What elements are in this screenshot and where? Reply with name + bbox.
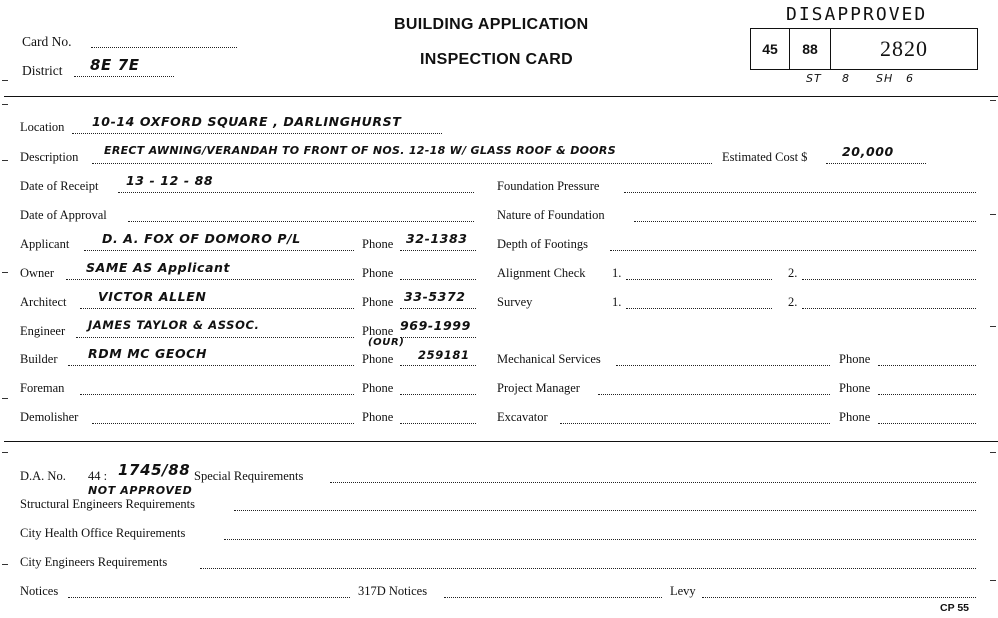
location-value: 10-14 OXFORD SQUARE , DARLINGHURST (92, 114, 402, 129)
st-label: ST (806, 72, 822, 85)
builder-phone: 259181 (418, 348, 470, 362)
box-cell-3: 2820 (880, 36, 928, 61)
architect-label: Architect (20, 295, 67, 309)
foreman-label: Foreman (20, 381, 65, 395)
card-no-label: Card No. (22, 34, 72, 49)
alignment-2-label: 2. (788, 266, 798, 280)
architect-phone-label: Phone (362, 295, 394, 309)
da-value: 1745/88 (118, 461, 191, 479)
city-engineers-label: City Engineers Requirements (20, 555, 168, 569)
district-value: 8E 7E (90, 56, 140, 74)
excavator-phone-label: Phone (839, 410, 871, 424)
owner-phone-label: Phone (362, 266, 394, 280)
top-divider (4, 96, 998, 97)
estimated-cost-value: 20,000 (842, 144, 894, 159)
demolisher-phone-label: Phone (362, 410, 394, 424)
st-value: 8 (842, 72, 850, 85)
disapproved-stamp: DISAPPROVED (786, 4, 928, 25)
description-value: ERECT AWNING/VERANDAH TO FRONT OF NOS. 12-18 W/ GLASS ROOF & DOORS (104, 144, 616, 157)
levy-label: Levy (670, 584, 696, 598)
survey-2-label: 2. (788, 295, 798, 309)
date-of-receipt-label: Date of Receipt (20, 179, 99, 193)
317d-notices-label: 317D Notices (358, 584, 428, 598)
city-health-label: City Health Office Requirements (20, 526, 186, 540)
mechanical-phone-label: Phone (839, 352, 871, 366)
location-label: Location (20, 120, 65, 134)
date-of-receipt-value: 13 - 12 - 88 (126, 173, 214, 188)
applicant-value: D. A. FOX OF DOMORO P/L (102, 231, 301, 246)
architect-value: VICTOR ALLEN (98, 289, 207, 304)
project-manager-phone-label: Phone (839, 381, 871, 395)
survey-1-label: 1. (612, 295, 622, 309)
builder-phone-label: Phone (362, 352, 394, 366)
alignment-1-label: 1. (612, 266, 622, 280)
district-field (74, 75, 174, 77)
middle-divider (4, 441, 998, 442)
foundation-pressure-label: Foundation Pressure (497, 179, 600, 193)
builder-value: RDM MC GEOCH (88, 346, 208, 361)
title-line-1: BUILDING APPLICATION (394, 16, 589, 33)
title-line-2: INSPECTION CARD (420, 51, 573, 68)
foreman-phone-label: Phone (362, 381, 394, 395)
applicant-label: Applicant (20, 237, 70, 251)
applicant-phone: 32-1383 (406, 231, 468, 246)
form-code: CP 55 (940, 602, 969, 614)
da-no-label: D.A. No. (20, 469, 66, 483)
applicant-phone-label: Phone (362, 237, 394, 251)
structural-engineers-label: Structural Engineers Requirements (20, 497, 195, 511)
engineer-value: JAMES TAYLOR & ASSOC. (88, 318, 260, 332)
notices-label: Notices (20, 584, 59, 598)
estimated-cost-label: Estimated Cost $ (722, 150, 808, 164)
builder-phone-note: (OUR) (368, 337, 405, 348)
card-number-box (750, 28, 978, 70)
box-cell-2: 88 (802, 41, 818, 57)
excavator-label: Excavator (497, 410, 548, 424)
box-cell-1: 45 (762, 41, 778, 57)
sh-value: 6 (906, 72, 914, 85)
architect-phone: 33-5372 (404, 289, 466, 304)
engineer-phone: 969-1999 (400, 318, 471, 333)
mechanical-services-label: Mechanical Services (497, 352, 601, 366)
special-requirements-label: Special Requirements (194, 469, 304, 483)
sh-label: SH (876, 72, 894, 85)
date-of-approval-label: Date of Approval (20, 208, 107, 222)
not-approved-note: NOT APPROVED (88, 484, 193, 497)
owner-value: SAME AS Applicant (86, 260, 231, 275)
engineer-label: Engineer (20, 324, 66, 338)
engineer-phone-label: Phone (362, 324, 394, 338)
district-label: District (22, 63, 63, 78)
card-no-field (91, 46, 237, 48)
depth-of-footings-label: Depth of Footings (497, 237, 588, 251)
builder-label: Builder (20, 352, 58, 366)
survey-label: Survey (497, 295, 533, 309)
demolisher-label: Demolisher (20, 410, 79, 424)
owner-label: Owner (20, 266, 55, 280)
description-label: Description (20, 150, 79, 164)
alignment-check-label: Alignment Check (497, 266, 586, 280)
da-prefix: 44 : (88, 469, 108, 483)
project-manager-label: Project Manager (497, 381, 580, 395)
nature-of-foundation-label: Nature of Foundation (497, 208, 605, 222)
